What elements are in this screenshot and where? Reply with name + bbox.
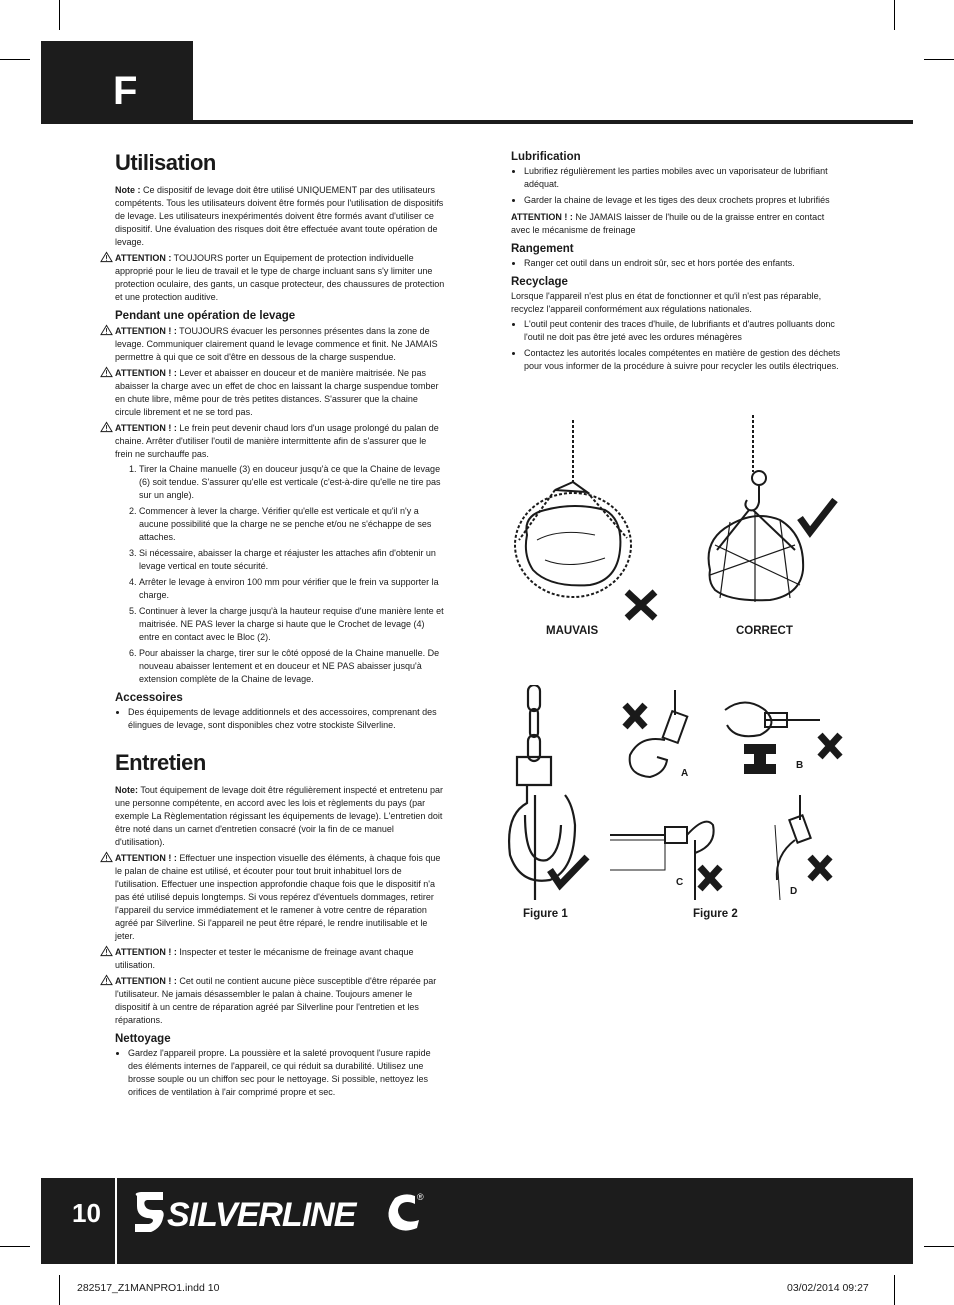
sling-illustration (505, 410, 845, 625)
list-item: • L'outil peut contenir des traces d'huile, de lubrifiants et d'autres polluants donc l'outil ne doit pas être jeté avec les ordures ménagères (524, 318, 841, 344)
label-b: B (796, 760, 804, 771)
list-item: 1. Tirer la Chaine manuelle (3) en douceur jusqu'à ce que la Chaine de levage (6) soit tendue. S'assurer qu'elle est verticale (c'est-à-dire qu'elle ne tire pas sur un angle). (139, 463, 445, 502)
cross-icon (627, 592, 655, 618)
crop-mark (894, 0, 895, 30)
warning-icon (100, 851, 113, 863)
figure-2-hook-illustration (605, 685, 855, 900)
left-column (115, 150, 445, 1103)
figure-2-label: Figure 2 (693, 908, 738, 920)
utilisation-title: Utilisation (115, 150, 216, 175)
warning-paragraph: ATTENTION ! : Ne JAMAIS laisser de l'huile ou de la graisse entrer en contact avec le mécanisme de freinage (511, 212, 825, 235)
lubrification-list (511, 165, 841, 207)
crop-mark (0, 59, 30, 60)
cross-icon (820, 735, 840, 757)
accessoires-heading: Accessoires (115, 692, 183, 704)
list-item: 4. Arrêter le levage à environ 100 mm pour vérifier que le frein va supporter la charge. (139, 576, 445, 602)
warning-paragraph: ATTENTION ! : TOUJOURS évacuer les personnes présentes dans la zone de levage. Communiquer clairement quand le levage commence et finit. Ne JAMAIS permettre à qui que ce soit d'être en dessous de la charge suspendue. (115, 324, 445, 364)
note-paragraph: Note : Ce dispositif de levage doit être utilisé UNIQUEMENT par des utilisateurs compétents. Tous les utilisateurs doivent être formés pour l'utilisation de dispositifs de levage. Les utilisateurs inexpérimentés doivent être formés avant d'utiliser ce dispositif. Une évaluation des risques doit être effectuée avant toute opération de levage. (115, 185, 444, 247)
warning-icon (100, 945, 113, 957)
warning-icon (100, 251, 113, 263)
accessoires-list (115, 706, 445, 732)
file-slug: 282517_Z1MANPRO1.indd 10 (77, 1282, 220, 1294)
entretien-title: Entretien (115, 750, 206, 775)
header-rule (41, 120, 913, 124)
silverline-logo (133, 1188, 433, 1243)
warning-icon (100, 324, 113, 336)
cross-icon (810, 857, 830, 879)
crop-mark (894, 1275, 895, 1305)
warning-paragraph: ATTENTION ! : Lever et abaisser en douceur et de manière maitrisée. Ne pas abaisser la charge avec un effet de choc en laissant la charge suspendue tomber en chute libre, même pour de très petites distances. S'assurer que la chaine circule librement et ne se tord pas. (115, 366, 445, 419)
warning-paragraph: ATTENTION ! : Le frein peut devenir chaud lors d'un usage prolongé du palan de chaine. Arrêter d'utiliser l'outil de manière intermittente afin de s'assurer que le frein ne surchauffe pas. (115, 421, 445, 461)
list-item: • Garder la chaine de levage et les tiges des deux crochets propres et lubrifiés (524, 194, 841, 207)
list-item: 2. Commencer à lever la charge. Vérifier qu'elle est verticale et qu'il n'y a aucune possibilité que la charge ne se penche et/ou ne s'échappe de ses attaches. (139, 505, 445, 544)
operation-heading: Pendant une opération de levage (115, 310, 296, 322)
check-icon (800, 500, 835, 532)
label-c: C (676, 877, 684, 888)
warning-icon (100, 366, 113, 378)
mauvais-label: MAUVAIS (546, 625, 599, 637)
list-item: • Lubrifiez régulièrement les parties mobiles avec un vaporisateur de lubrifiant adéquat. (524, 165, 841, 191)
warning-paragraph: ATTENTION ! : Cet outil ne contient aucune pièce susceptible d'être réparée par l'utilisateur. Ne jamais désassembler le palan à chaine. Toujours amener le dispositif à un centre de réparation agréé par Silverline pour l'entretien et les réparations. (115, 974, 445, 1027)
note-paragraph: Note: Tout équipement de levage doit être régulièrement inspecté et entretenu par une personne compétente, en accord avec les lois et règlements du pays (par exemple La Règlementation régissant les équipements de levage). L'entretien doit être noté dans un carnet d'entretien consacré (voir la fin de ce manuel d'utilisation). (115, 785, 444, 847)
cross-icon (625, 705, 645, 727)
crop-mark (59, 0, 60, 30)
recyclage-list (511, 318, 841, 373)
cross-icon (700, 867, 720, 889)
language-tab (41, 41, 193, 123)
svg-text:SILVERLINE: SILVERLINE (167, 1196, 356, 1234)
page-number: 10 (72, 1198, 101, 1228)
recyclage-heading: Recyclage (511, 276, 568, 288)
footer-divider (115, 1178, 117, 1264)
label-d: D (790, 886, 798, 897)
figure-1-label: Figure 1 (523, 908, 568, 920)
correct-label: CORRECT (736, 625, 793, 637)
crop-mark (59, 1275, 60, 1305)
nettoyage-heading: Nettoyage (115, 1033, 171, 1045)
language-letter: F (113, 69, 138, 113)
svg-text:®: ® (417, 1192, 424, 1202)
recyclage-paragraph: Lorsque l'appareil n'est plus en état de fonctionner et qu'il n'est pas réparable, recyclez l'appareil conformément aux régulations nationales. (511, 291, 822, 314)
rangement-heading: Rangement (511, 243, 574, 255)
rangement-list (511, 257, 841, 270)
steps-list (115, 463, 445, 686)
list-item: • Gardez l'appareil propre. La poussière et la saleté provoquent l'usure rapide des éléments internes de l'appareil, ce qui réduit sa durabilité. Utilisez une brosse souple ou un chiffon sec pour le nettoyage. Si possible, nettoyez les orifices de ventilation à l'air comprimé propre et sec. (128, 1047, 445, 1099)
crop-mark (924, 1246, 954, 1247)
list-item: • Contactez les autorités locales compétentes en matière de gestion des déchets pour vous informer de la procédure à suivre pour recycler les outils électriques. (524, 347, 841, 373)
lubrification-heading: Lubrification (511, 151, 581, 163)
date-slug: 03/02/2014 09:27 (787, 1282, 869, 1294)
warning-paragraph: ATTENTION ! : Inspecter et tester le mécanisme de freinage avant chaque utilisation. (115, 945, 445, 972)
list-item: 3. Si nécessaire, abaisser la charge et réajuster les attaches afin d'obtenir un levage vertical en toute sécurité. (139, 547, 445, 573)
warning-icon (100, 421, 113, 433)
crop-mark (0, 1246, 30, 1247)
list-item: • Ranger cet outil dans un endroit sûr, sec et hors portée des enfants. (524, 257, 841, 270)
warning-paragraph: ATTENTION ! : Effectuer une inspection visuelle des éléments, à chaque fois que le palan de chaine est utilisé, et écouter pour tout bruit inhabituel lors de l'utilisation. Effectuer une inspection approfondie chaque fois que le dispositif n'a pas été utilisé depuis longtemps. Si vous repérez d'éventuels dommages, retirer l'appareil du service immédiatement et le ramener à votre centre de réparation agréé par Silverline. Si l'appareil ne peut être réparé, le rendre inutilisable et le jeter. (115, 851, 445, 943)
label-a: A (681, 768, 689, 779)
crop-mark (924, 59, 954, 60)
list-item: 5. Continuer à lever la charge jusqu'à la hauteur requise d'une manière lente et maitrisée. NE PAS lever la charge si haute que le Crochet de levage (4) entre en contact avec le Bloc (2). (139, 605, 445, 644)
nettoyage-list (115, 1047, 445, 1099)
right-column (511, 150, 841, 377)
list-item: • Des équipements de levage additionnels et des accessoires, comprenant des élingues de levage, sont disponibles chez votre stockiste Silverline. (128, 706, 445, 732)
warning-paragraph: ATTENTION : TOUJOURS porter un Equipement de protection individuelle approprié pour le lieu de travail et le type de charge incluant sans s'y limiter une protection oculaire, des gants, un casque protecteur, des chaussures de protection et une protection auditive. (115, 251, 445, 304)
figure-1-hook-illustration (495, 685, 595, 900)
warning-icon (100, 974, 113, 986)
list-item: 6. Pour abaisser la charge, tirer sur le côté opposé de la Chaine manuelle. De nouveau abaisser lentement et en douceur et NE PAS abaisser jusqu'à extension complète de la Chaine de levage. (139, 647, 445, 686)
